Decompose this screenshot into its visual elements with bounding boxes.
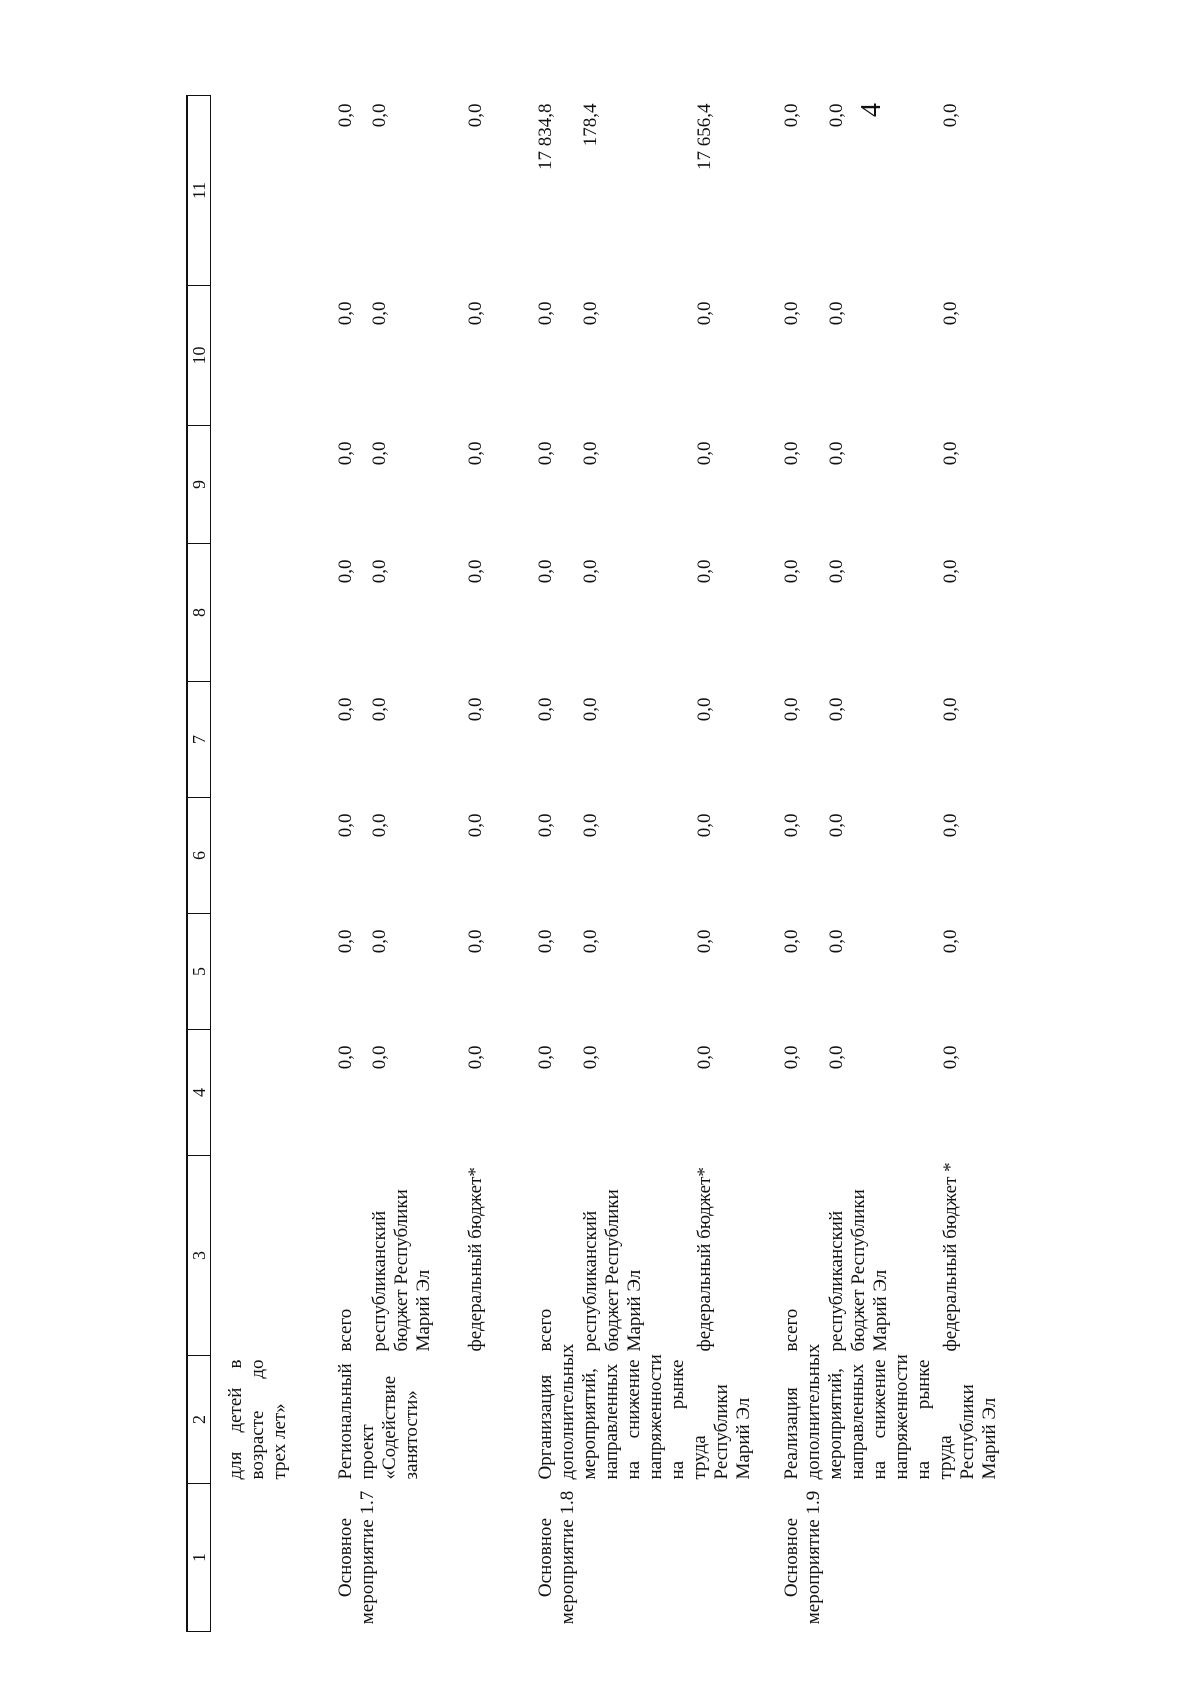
page-number: 4	[856, 103, 887, 117]
header-col-10: 10	[187, 286, 211, 426]
value-col-9: 0,0	[826, 441, 848, 466]
value-col-7: 0,0	[826, 697, 848, 722]
value-col-11: 0,0	[335, 103, 356, 128]
funding-source: всего	[781, 1308, 802, 1352]
header-col-3: 3	[187, 1156, 211, 1356]
value-col-6: 0,0	[535, 813, 556, 838]
value-col-6: 0,0	[465, 813, 486, 838]
value-col-6: 0,0	[826, 813, 848, 838]
value-col-5: 0,0	[693, 929, 715, 954]
value-col-6: 0,0	[335, 813, 356, 838]
value-col-11: 0,0	[939, 103, 961, 128]
value-col-7: 0,0	[335, 697, 356, 722]
value-col-8: 0,0	[335, 559, 356, 584]
value-col-11: 0,0	[781, 103, 802, 128]
measure-description: Организация дополнительных мероприятий, направленных на снижение напряженности на рынке труда Республики Марий Эл	[535, 1343, 754, 1480]
header-col-1: 1	[187, 1484, 211, 1632]
value-col-4: 0,0	[939, 1045, 961, 1070]
header-col-8: 8	[187, 544, 211, 682]
value-col-6: 0,0	[580, 813, 602, 838]
funding-source: республиканский бюджет Республики Марий Эл	[826, 1189, 892, 1352]
header-col-4: 4	[187, 1030, 211, 1156]
value-col-7: 0,0	[693, 697, 715, 722]
value-col-9: 0,0	[580, 441, 602, 466]
value-col-8: 0,0	[939, 559, 961, 584]
value-col-11: 0,0	[369, 103, 390, 128]
value-col-5: 0,0	[826, 929, 848, 954]
value-col-5: 0,0	[781, 929, 802, 954]
value-col-8: 0,0	[580, 559, 602, 584]
value-col-4: 0,0	[693, 1045, 715, 1070]
table-row	[309, 96, 357, 1632]
value-col-11: 17 656,4	[693, 103, 715, 170]
value-col-10: 0,0	[535, 301, 556, 326]
funding-source: федеральный бюджет*	[693, 1167, 715, 1352]
value-col-10: 0,0	[369, 301, 390, 326]
value-col-4: 0,0	[465, 1045, 486, 1070]
value-col-8: 0,0	[693, 559, 715, 584]
table-body	[211, 96, 1002, 1632]
funding-source: республиканский бюджет Республики Марий Эл	[580, 1189, 646, 1352]
value-col-5: 0,0	[335, 929, 356, 954]
value-col-5: 0,0	[465, 929, 486, 954]
value-col-10: 0,0	[465, 301, 486, 326]
value-col-8: 0,0	[465, 559, 486, 584]
header-col-5: 5	[187, 914, 211, 1030]
value-col-9: 0,0	[781, 441, 802, 466]
continuation-col1	[211, 1484, 310, 1632]
value-col-5: 0,0	[369, 929, 390, 954]
value-col-6: 0,0	[781, 813, 802, 838]
funding-source: федеральный бюджет *	[939, 1162, 961, 1352]
value-col-9: 0,0	[939, 441, 961, 466]
value-col-9: 0,0	[535, 441, 556, 466]
header-col-2: 2	[187, 1356, 211, 1484]
value-col-5: 0,0	[939, 929, 961, 954]
value-col-10: 0,0	[580, 301, 602, 326]
financing-table	[186, 95, 1001, 1632]
table-row	[755, 96, 814, 1632]
header-col-7: 7	[187, 682, 211, 798]
funding-source: всего	[535, 1308, 556, 1352]
continuation-text: для детей в возрасте до трех лет»	[225, 1359, 290, 1480]
value-col-4: 0,0	[826, 1045, 848, 1070]
value-col-11: 0,0	[826, 103, 848, 128]
value-col-6: 0,0	[693, 813, 715, 838]
value-col-5: 0,0	[580, 929, 602, 954]
funding-source: республиканский бюджет Республики Марий Эл	[369, 1189, 434, 1352]
financing-table-sheet	[186, 96, 1200, 1632]
header-col-9: 9	[187, 426, 211, 544]
measure-title: Основное мероприятие 1.7	[335, 1490, 378, 1625]
measure-title: Основное мероприятие 1.9	[781, 1490, 824, 1625]
value-col-4: 0,0	[535, 1045, 556, 1070]
value-col-9: 0,0	[693, 441, 715, 466]
value-col-8: 0,0	[369, 559, 390, 584]
measure-title: Основное мероприятие 1.8	[535, 1490, 578, 1625]
value-col-10: 0,0	[781, 301, 802, 326]
value-col-6: 0,0	[939, 813, 961, 838]
continuation-row	[211, 96, 310, 1632]
continuation-rest	[211, 96, 310, 1356]
value-col-4: 0,0	[580, 1045, 602, 1070]
value-col-4: 0,0	[335, 1045, 356, 1070]
value-col-8: 0,0	[826, 559, 848, 584]
value-col-4: 0,0	[369, 1045, 390, 1070]
value-col-11: 0,0	[465, 103, 486, 128]
value-col-7: 0,0	[939, 697, 961, 722]
value-col-11: 17 834,8	[535, 103, 556, 170]
value-col-7: 0,0	[580, 697, 602, 722]
value-col-5: 0,0	[535, 929, 556, 954]
value-col-7: 0,0	[781, 697, 802, 722]
value-col-9: 0,0	[369, 441, 390, 466]
table-row	[509, 96, 568, 1632]
value-col-10: 0,0	[693, 301, 715, 326]
value-col-7: 0,0	[535, 697, 556, 722]
value-col-10: 0,0	[939, 301, 961, 326]
value-col-8: 0,0	[535, 559, 556, 584]
value-col-10: 0,0	[335, 301, 356, 326]
value-col-7: 0,0	[369, 697, 390, 722]
value-col-7: 0,0	[465, 697, 486, 722]
measure-description: Региональный проект «Содействие занятости»	[335, 1363, 422, 1480]
value-col-10: 0,0	[826, 301, 848, 326]
value-col-4: 0,0	[781, 1045, 802, 1070]
header-col-6: 6	[187, 798, 211, 914]
value-col-8: 0,0	[781, 559, 802, 584]
value-col-6: 0,0	[369, 813, 390, 838]
funding-source: всего	[335, 1308, 356, 1352]
value-col-11: 178,4	[580, 103, 602, 147]
value-col-9: 0,0	[465, 441, 486, 466]
measure-description: Реализация дополнительных мероприятий, направленных на снижение напряженности на рынке труда Республики Марий Эл	[781, 1343, 1000, 1480]
header-row	[187, 96, 211, 1632]
value-col-9: 0,0	[335, 441, 356, 466]
header-col-11: 11	[187, 96, 211, 286]
funding-source: федеральный бюджет*	[465, 1167, 486, 1352]
